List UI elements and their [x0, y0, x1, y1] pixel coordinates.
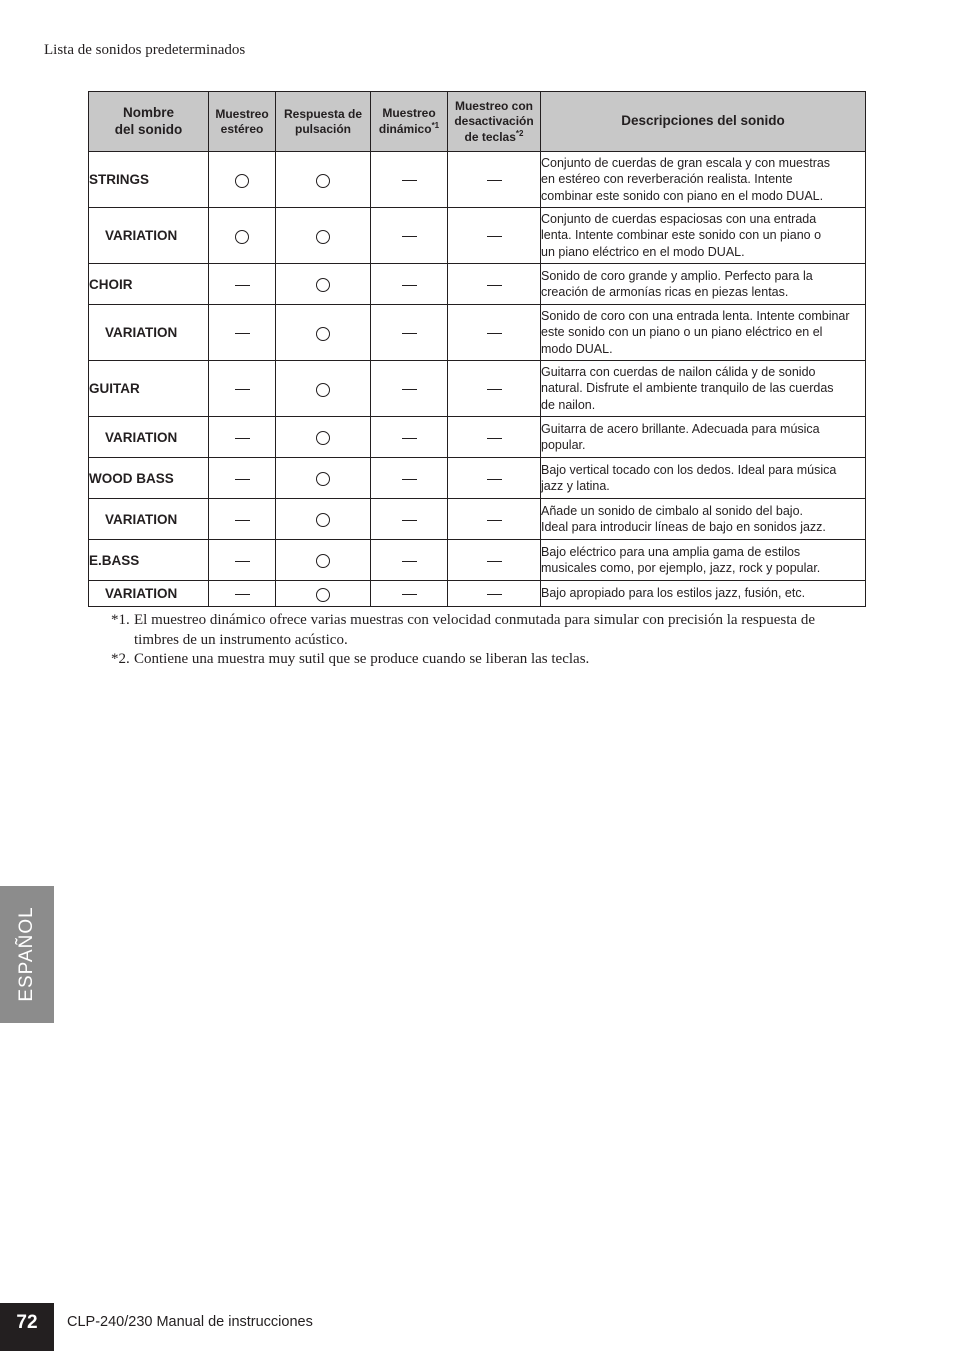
description-line: lenta. Intente combinar este sonido con un piano o — [541, 228, 822, 243]
description-line: natural. Disfrute el ambiente tranquilo de las cuerdas — [541, 381, 834, 396]
page-number: 72 — [16, 1312, 38, 1333]
table-row — [89, 208, 866, 264]
header-text: estéreo — [220, 121, 264, 136]
stereo-cell — [209, 499, 276, 540]
running-head: Lista de sonidos predeterminados — [44, 42, 246, 58]
header-text: desactivación — [454, 113, 534, 128]
header-text: Muestreo — [215, 106, 269, 121]
sound-name: VARIATION — [89, 305, 209, 361]
dash-icon — [487, 285, 502, 286]
table-row — [89, 417, 866, 458]
header-text: Descripciones del sonido — [621, 113, 785, 129]
description-line: Guitarra con cuerdas de nailon cálida y de sonido — [541, 365, 816, 380]
dash-icon — [235, 520, 250, 521]
description-line: Guitarra de acero brillante. Adecuada para música — [541, 421, 820, 436]
header-text: Muestreo con — [454, 98, 533, 113]
sound-name: VARIATION — [89, 417, 209, 458]
dash-icon — [402, 180, 417, 181]
description-line: Bajo vertical tocado con los dedos. Ideal para música — [541, 462, 837, 477]
header-key-off-sampling — [448, 92, 541, 152]
description-line: Bajo apropiado para los estilos jazz, fusión, etc. — [541, 586, 806, 601]
dash-icon — [402, 520, 417, 521]
touch-cell — [276, 152, 371, 208]
description-line: Conjunto de cuerdas de gran escala y con muestras — [541, 156, 831, 171]
sound-description — [541, 208, 866, 264]
dash-icon — [402, 236, 417, 237]
keyoff-cell — [448, 208, 541, 264]
table-row — [89, 581, 866, 607]
sound-name: STRINGS — [89, 152, 209, 208]
table-row — [89, 264, 866, 305]
keyoff-cell — [448, 361, 541, 417]
language-label: ESPAÑOL — [16, 906, 37, 1002]
description-line: Ideal para introducir líneas de bajo en sonidos jazz. — [541, 520, 826, 534]
dash-icon — [487, 561, 502, 562]
dash-icon — [487, 438, 502, 439]
footnote-2 — [111, 650, 851, 670]
description-line: Añade un sonido de cimbalo al sonido del bajo. — [541, 503, 803, 518]
circle-icon — [316, 431, 330, 445]
sound-name: VARIATION — [89, 208, 209, 264]
footnote-mark: *2. — [111, 651, 130, 667]
touch-cell — [276, 417, 371, 458]
dynamic-cell — [371, 499, 448, 540]
dash-icon — [235, 333, 250, 334]
sound-description — [541, 458, 866, 499]
description-line: en estéreo con reverberación realista. Intente — [541, 172, 793, 187]
footnote-text: Contiene una muestra muy sutil que se produce cuando se liberan las teclas. — [134, 651, 590, 667]
sound-name: WOOD BASS — [89, 458, 209, 499]
dash-icon — [487, 594, 502, 595]
dash-icon — [487, 333, 502, 334]
dash-icon — [487, 520, 502, 521]
description-line: jazz y latina. — [541, 479, 610, 493]
circle-icon — [316, 554, 330, 568]
dash-icon — [235, 561, 250, 562]
dash-icon — [487, 236, 502, 237]
dash-icon — [402, 438, 417, 439]
sound-description — [541, 581, 866, 607]
dash-icon — [235, 479, 250, 480]
table-header-row — [89, 92, 866, 152]
dynamic-cell — [371, 417, 448, 458]
dynamic-cell — [371, 458, 448, 499]
sound-description — [541, 264, 866, 305]
stereo-cell — [209, 305, 276, 361]
touch-cell — [276, 264, 371, 305]
table-row — [89, 540, 866, 581]
dynamic-cell — [371, 152, 448, 208]
dash-icon — [402, 561, 417, 562]
description-line: Sonido de coro grande y amplio. Perfecto para la — [541, 268, 813, 283]
header-text: Nombre — [122, 104, 174, 120]
keyoff-cell — [448, 305, 541, 361]
keyoff-cell — [448, 499, 541, 540]
sound-name: GUITAR — [89, 361, 209, 417]
dynamic-cell — [371, 581, 448, 607]
footer-title: CLP-240/230 Manual de instrucciones — [67, 1314, 313, 1330]
sound-description — [541, 361, 866, 417]
sound-name: VARIATION — [89, 499, 209, 540]
header-stereo-sampling — [209, 92, 276, 152]
circle-icon — [235, 230, 249, 244]
description-line: musicales como, por ejemplo, jazz, rock y popular. — [541, 561, 821, 575]
touch-cell — [276, 361, 371, 417]
header-text: del sonido — [114, 121, 183, 137]
table-row — [89, 152, 866, 208]
sound-description — [541, 152, 866, 208]
sound-name: E.BASS — [89, 540, 209, 581]
stereo-cell — [209, 540, 276, 581]
circle-icon — [316, 588, 330, 602]
stereo-cell — [209, 264, 276, 305]
header-dynamic-sampling — [371, 92, 448, 152]
description-line: creación de armonías ricas en piezas lentas. — [541, 285, 789, 299]
table-row — [89, 305, 866, 361]
header-text: de teclas — [464, 129, 516, 144]
dynamic-cell — [371, 305, 448, 361]
table-body — [89, 152, 866, 607]
description-line: de nailon. — [541, 397, 596, 412]
circle-icon — [235, 174, 249, 188]
sound-description — [541, 417, 866, 458]
table-row — [89, 361, 866, 417]
circle-icon — [316, 278, 330, 292]
dash-icon — [402, 389, 417, 390]
circle-icon — [316, 230, 330, 244]
keyoff-cell — [448, 581, 541, 607]
keyoff-cell — [448, 152, 541, 208]
dash-icon — [235, 389, 250, 390]
dash-icon — [402, 479, 417, 480]
keyoff-cell — [448, 540, 541, 581]
footnote-text: El muestreo dinámico ofrece varias muestras con velocidad conmutada para simular con precisión la respuesta de timbres de un instrumento acústico. — [134, 612, 815, 648]
footnote-ref: *2 — [515, 128, 524, 138]
sound-description — [541, 499, 866, 540]
sound-description — [541, 540, 866, 581]
dash-icon — [487, 389, 502, 390]
stereo-cell — [209, 581, 276, 607]
footnotes — [111, 611, 851, 670]
sound-name: VARIATION — [89, 581, 209, 607]
touch-cell — [276, 305, 371, 361]
description-line: este sonido con un piano o un piano eléctrico en el — [541, 325, 823, 340]
keyoff-cell — [448, 264, 541, 305]
touch-cell — [276, 458, 371, 499]
description-line: popular. — [541, 438, 586, 452]
description-line: Conjunto de cuerdas espaciosas con una entrada — [541, 212, 817, 227]
touch-cell — [276, 581, 371, 607]
dynamic-cell — [371, 208, 448, 264]
header-sound-name — [89, 92, 209, 152]
touch-cell — [276, 208, 371, 264]
header-text: Respuesta de — [283, 106, 363, 121]
dash-icon — [235, 285, 250, 286]
circle-icon — [316, 327, 330, 341]
dash-icon — [402, 333, 417, 334]
stereo-cell — [209, 152, 276, 208]
dash-icon — [235, 594, 250, 595]
table-row — [89, 458, 866, 499]
circle-icon — [316, 383, 330, 397]
header-touch-response — [276, 92, 371, 152]
header-text: pulsación — [294, 121, 351, 136]
footnote-ref: *1 — [431, 121, 440, 130]
circle-icon — [316, 513, 330, 527]
stereo-cell — [209, 361, 276, 417]
touch-cell — [276, 499, 371, 540]
description-line: Bajo eléctrico para una amplia gama de estilos — [541, 544, 801, 559]
header-text: Muestreo — [382, 106, 436, 120]
header-description — [541, 92, 866, 152]
stereo-cell — [209, 208, 276, 264]
table-row — [89, 499, 866, 540]
sound-description — [541, 305, 866, 361]
stereo-cell — [209, 417, 276, 458]
dynamic-cell — [371, 264, 448, 305]
dash-icon — [402, 594, 417, 595]
footnote-1 — [111, 611, 851, 650]
dynamic-cell — [371, 540, 448, 581]
description-line: modo DUAL. — [541, 341, 613, 356]
dash-icon — [487, 479, 502, 480]
dynamic-cell — [371, 361, 448, 417]
dash-icon — [487, 180, 502, 181]
description-line: combinar este sonido con piano en el modo DUAL. — [541, 188, 824, 203]
keyoff-cell — [448, 417, 541, 458]
stereo-cell — [209, 458, 276, 499]
preset-sounds-table — [88, 91, 866, 607]
circle-icon — [316, 472, 330, 486]
language-side-tab — [0, 886, 54, 1023]
description-line: un piano eléctrico en el modo DUAL. — [541, 244, 745, 259]
sound-name: CHOIR — [89, 264, 209, 305]
dash-icon — [402, 285, 417, 286]
footnote-mark: *1. — [111, 612, 130, 628]
keyoff-cell — [448, 458, 541, 499]
dash-icon — [235, 438, 250, 439]
touch-cell — [276, 540, 371, 581]
header-text: dinámico — [378, 122, 432, 136]
description-line: Sonido de coro con una entrada lenta. Intente combinar — [541, 309, 850, 324]
circle-icon — [316, 174, 330, 188]
